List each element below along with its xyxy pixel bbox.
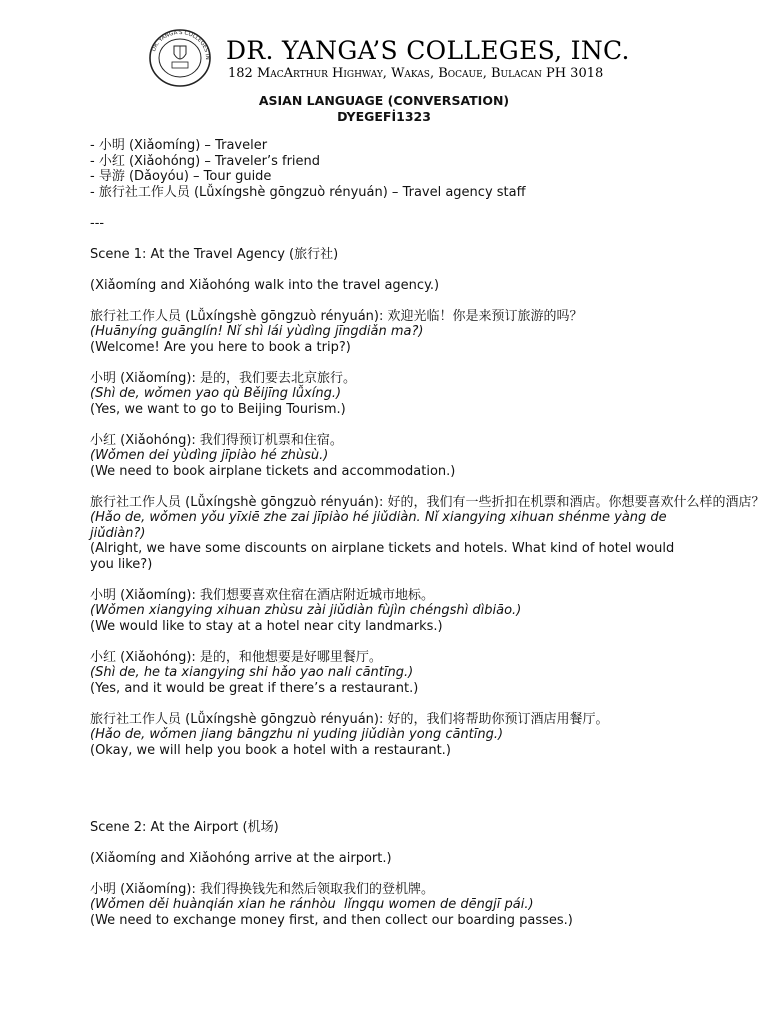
character-item: - 导游 (Dǎoyóu) – Tour guide [90, 169, 272, 184]
pinyin-line: (Huānyíng guānglín! Nǐ shì lái yùdìng jīngdiǎn ma?) [90, 324, 424, 339]
svg-text:DR. YANGA'S COLLEGES INC.: DR. YANGA'S COLLEGES IN [151, 29, 211, 60]
scene2-intro: (Xiǎomíng and Xiǎohóng arrive at the airport.) [90, 850, 392, 866]
english-line: (Alright, we have some discounts on airplane tickets and hotels. What kind of hotel would you like?) [90, 541, 675, 572]
speaker-line: 小明 (Xiǎomíng): 我们想要喜欢住宿在酒店附近城市地标。 [90, 587, 434, 603]
pinyin-line: (Shì de, wǒmen yao qù Běijīng lǚxíng.) [90, 386, 342, 401]
dialogue-line [90, 433, 690, 480]
scene1-heading: Scene 1: At the Travel Agency (旅行社) [90, 246, 339, 262]
college-address: 182 MacArthur Highway, Wakas, Bocaue, Bulacan PH 3018 [228, 66, 604, 81]
pinyin-line: (Wǒmen děi huànqián xian he ránhòu lǐngqu women de dēngjī pái.) [90, 897, 534, 912]
character-item: - 小红 (Xiǎohóng) – Traveler’s friend [90, 153, 321, 169]
speaker-line: 小红 (Xiǎohóng): 是的，和他想要是好哪里餐厅。 [90, 649, 382, 665]
dialogue-line [90, 588, 690, 635]
english-line: (We need to book airplane tickets and accommodation.) [90, 463, 456, 479]
pinyin-line: (Wǒmen dei yùdìng jīpiào hé zhùsù.) [90, 448, 329, 463]
scene2-heading: Scene 2: At the Airport (机场) [90, 819, 279, 835]
speaker-line: 旅行社工作人员 (Lǚxíngshè gōngzuò rényuán): 欢迎光临！你是来预订旅游的吗？ [90, 308, 583, 324]
dialogue-line [90, 650, 690, 697]
course-title: ASIAN LANGUAGE (CONVERSATION) [258, 93, 510, 108]
dialogue-line [90, 712, 690, 759]
document-title [0, 93, 768, 125]
college-name: DR. YANGA’S COLLEGES, INC. [226, 36, 630, 65]
pinyin-line: (Hǎo de, wǒmen jiang bāngzhu ni yuding jiǔdiàn yong cāntīng.) [90, 727, 504, 742]
english-line: (Welcome! Are you here to book a trip?) [90, 339, 351, 355]
college-seal-logo [140, 28, 218, 88]
character-item: - 小明 (Xiǎomíng) – Traveler [90, 138, 268, 153]
dialogue-line [90, 309, 690, 356]
dialogue-line [90, 371, 690, 418]
pinyin-line: (Shì de, he ta xiangying shi hǎo yao nali cāntīng.) [90, 665, 414, 680]
english-line: (Yes, and it would be great if there’s a restaurant.) [90, 680, 419, 696]
pinyin-line: (Wǒmen xiangying xihuan zhùsu zài jiǔdiàn fùjìn chéngshì dìbiāo.) [90, 603, 522, 618]
separator: --- [90, 215, 105, 231]
character-list [90, 138, 690, 200]
speaker-line: 小明 (Xiǎomíng): 是的，我们要去北京旅行。 [90, 370, 356, 386]
conversation-body [90, 138, 765, 928]
pinyin-line: (Hǎo de, wǒmen yǒu yīxiē zhe zai jīpiào hé jiǔdiàn. Nǐ xiangying xihuan shénme yàng de jiǔdiàn?) [90, 510, 667, 541]
speaker-line: 小红 (Xiǎohóng): 我们得预订机票和住宿。 [90, 432, 343, 448]
english-line: (Okay, we will help you book a hotel with a restaurant.) [90, 742, 451, 758]
course-code: DYEGEFİ1323 [337, 109, 431, 124]
english-line: (We need to exchange money first, and then collect our boarding passes.) [90, 912, 573, 928]
speaker-line: 旅行社工作人员 (Lǚxíngshè gōngzuò rényuán): 好的，我们将帮助你预订酒店用餐厅。 [90, 711, 609, 727]
speaker-line: 小明 (Xiǎomíng): 我们得换钱先和然后领取我们的登机牌。 [90, 881, 434, 897]
letterhead [140, 28, 640, 88]
english-line: (Yes, we want to go to Beijing Tourism.) [90, 401, 346, 417]
speaker-line: 旅行社工作人员 (Lǚxíngshè gōngzuò rényuán): 好的，我们有一些折扣在机票和酒店。你想要喜欢什么样的酒店？ [90, 494, 765, 510]
dialogue-line [90, 882, 690, 929]
dialogue-line [90, 494, 765, 573]
scene1-intro: (Xiǎomíng and Xiǎohóng walk into the travel agency.) [90, 277, 440, 293]
character-item: - 旅行社工作人员 (Lǚxíngshè gōngzuò rényuán) – Travel agency staff [90, 184, 526, 200]
english-line: (We would like to stay at a hotel near city landmarks.) [90, 618, 443, 634]
